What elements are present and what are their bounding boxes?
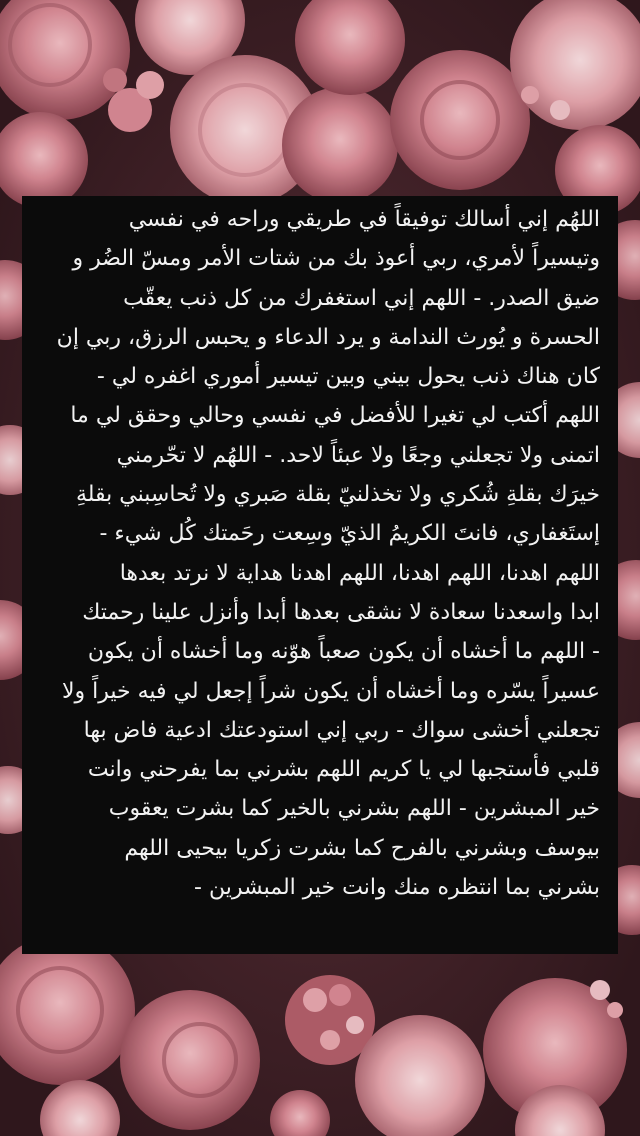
- dua-line: اللهم أكتب لي تغيرا للأفضل في نفسي وحالي وحقق لي ما: [70, 403, 600, 429]
- dua-line: تجعلني أخشى سواك - ربي إني استودعتك ادعية فاض بها: [83, 717, 600, 743]
- dua-line: خيرَك بقلةِ شُكري ولا تخذلنيّ بقلة صَبري ولا تُحاسِبني بقلةِ: [75, 482, 600, 508]
- dua-line: اللهُم إني أسالك توفيقاً في طريقي وراحه في نفسي: [128, 207, 600, 232]
- dua-line: ضيق الصدر. - اللهم إني استغفرك من كل ذنب يعقّب: [123, 285, 600, 311]
- dua-line: بشرني بما انتظره منك وانت خير المبشرين -: [194, 875, 600, 901]
- dua-line: ابدا واسعدنا سعادة لا نشقى بعدها أبدا وأنزل علينا رحمتك: [82, 599, 600, 625]
- dua-line: كان هناك ذنب يحول بيني وبين تيسير أموري اغفره لي -: [96, 364, 600, 390]
- dua-line: إستَغفاري، فانتَ الكريمُ الذيّ وسِعت رحَمتك كُل شيء -: [99, 521, 600, 547]
- dua-line: عسيراً يسّره وما أخشاه أن يكون شراً إجعل لي فيه خيراً ولا: [61, 678, 600, 704]
- dua-line: بيوسف وبشرني بالفرح كما بشرت زكريا بيحيى اللهم: [124, 835, 600, 861]
- dua-line: الحسرة و يُورث الندامة و يرد الدعاء و يحبس الرزق، ربي إن: [56, 324, 600, 350]
- dua-line: - اللهم ما أخشاه أن يكون صعباً هوّنه وما أخشاه أن يكون: [87, 639, 600, 665]
- dua-line: وتيسيراً لأمري، ربي أعوذ بك من شتات الأمر ومسّ الضُر و: [72, 246, 600, 272]
- dua-line: قلبي فأستجبها لي يا كريم اللهم بشرني بما يفرحني وانت: [87, 757, 600, 783]
- dua-text-panel: [22, 196, 618, 954]
- dua-line: اللهم اهدنا، اللهم اهدنا، اللهم اهدنا هداية لا نرتد بعدها: [119, 560, 600, 586]
- dua-line: اتمنى ولا تجعلني وجعًا ولا عبئاً لاحد. - اللهُم لا تحّرمني: [116, 442, 600, 468]
- dua-line: خير المبشرين - اللهم بشرني بالخير كما بشرت يعقوب: [108, 796, 600, 822]
